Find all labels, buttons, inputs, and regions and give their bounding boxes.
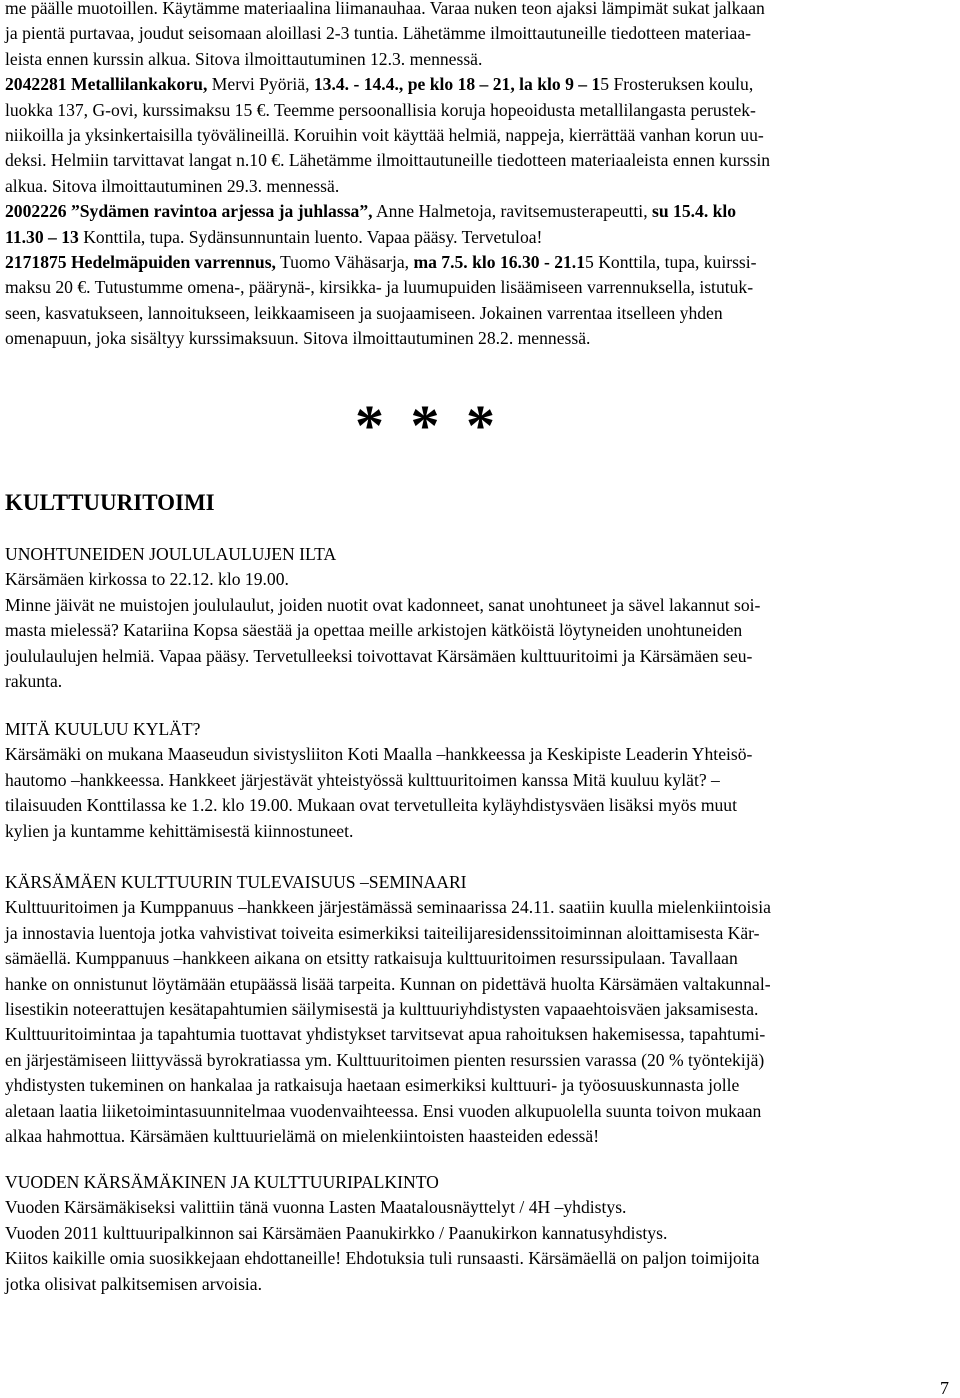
text-line: Kärsämäen kirkossa to 22.12. klo 19.00. [5, 569, 289, 590]
text-line: Kulttuuritoimen ja Kumppanuus –hankkeen järjestämässä seminaarissa 24.11. saatiin kuulla mielenkiintoisia [5, 897, 771, 918]
text-run: omenapuun, joka sisältyy kurssimaksuun. Sitova ilmoittautuminen 28.2. mennessä. [5, 328, 591, 349]
text-line [5, 72, 955, 97]
bold-run: 2171875 Hedelmäpuiden varrennus, [5, 252, 276, 273]
bold-run: ma 7.5. klo 16.30 - 21.1 [413, 252, 585, 273]
text-line [5, 301, 955, 326]
text-line: alkaa hahmottua. Kärsämäen kulttuurielämä on mielenkiintoisten haasteiden edessä! [5, 1126, 600, 1147]
text-line: joululaulujen helmiä. Vapaa pääsy. Tervetulleeksi toivottavat Kärsämäen kulttuuritoimi ja Kärsämäen seu- [5, 645, 753, 666]
paragraph-mita-kuuluu-kylat [5, 717, 955, 844]
text-line [5, 0, 955, 21]
text-run: Anne Halmetoja, ravitsemusterapeutti, [372, 201, 652, 222]
bold-run: 11.30 – 13 [5, 226, 79, 247]
text-line [5, 47, 955, 72]
text-line: Vuoden Kärsämäkiseksi valittiin tänä vuonna Lasten Maatalousnäyttelyt / 4H –yhdistys. [5, 1197, 627, 1218]
paragraph-kulttuurin-tulevaisuus-seminaari [5, 870, 955, 1149]
text-line: Kulttuuritoimintaa ja tapahtumia tuottavat yhdistykset tarvitsevat apua rahoituksen hakemisessa, tapahtumi- [5, 1024, 766, 1045]
text-line [5, 250, 955, 275]
text-run: deksi. Helmiin tarvittavat langat n.10 €. Lähetämme ilmoittautuneille tiedotteen materiaaleista ennen kurssin [5, 150, 771, 171]
paragraph-unohtuneiden-joululaulujen-ilta [5, 542, 955, 694]
text-line [5, 225, 955, 250]
text-line [5, 21, 955, 46]
text-line: aletaan laatia liiketoimintasuunnitelmaa vuodenvaihteessa. Ensi vuoden alkupuolella suunta toivon mukaan [5, 1100, 762, 1121]
course-listings [5, 0, 955, 352]
bold-run: 2042281 Metallilankakoru, [5, 74, 208, 95]
text-line: Minne jäivät ne muistojen joululaulut, joiden nuotit ovat kadonneet, sanat unohtuneet ja sävel lakannut soi- [5, 594, 761, 615]
text-run: me päälle muotoillen. Käytämme materiaalina liimanauhaa. Varaa nuken teon ajaksi lämpimät sukat jalkaan [5, 0, 765, 18]
text-run: Mervi Pyöriä, [207, 74, 314, 95]
text-run: luokka 137, G-ovi, kurssimaksu 15 €. Teemme persoonallisia koruja hopeoidusta metallilangasta perustek- [5, 99, 756, 120]
text-line: yhdistysten tukeminen on hankalaa ja ratkaisuja haetaan esimerkiksi kulttuuri- ja työosuuskunnasta jolle [5, 1075, 740, 1096]
text-line: hautomo –hankkeessa. Hankkeet järjestävät yhteistyössä kulttuuritoimen kanssa Mitä kuuluu kylät? – [5, 769, 720, 790]
paragraph-heading: VUODEN KÄRSÄMÄKINEN JA KULTTUURIPALKINTO [5, 1172, 439, 1192]
text-line: lisestikin noteerattujen kesätapahtumien säilymisestä ja kulttuuriyhdistysten vapaaehtoisväen jaksamisesta. [5, 999, 759, 1020]
text-line [5, 148, 955, 173]
text-line [5, 123, 955, 148]
text-run: seen, kasvatukseen, lannoitukseen, leikkaamiseen ja suojaamiseen. Jokainen varrentaa itselleen yhden [5, 302, 723, 323]
text-line: Kiitos kaikille omia suosikkejaan ehdottaneille! Ehdotuksia tuli runsaasti. Kärsämäellä on paljon toimijoita [5, 1248, 760, 1269]
text-line [5, 199, 955, 224]
text-run: alkua. Sitova ilmoittautuminen 29.3. mennessä. [5, 175, 340, 196]
text-line: ja innostavia luentoja jotka vahvistivat toiveita esimerkiksi taiteilijaresidenssitoiminnan aloittamisesta Kär- [5, 922, 760, 943]
text-run: niikoilla ja yksinkertaisilla työvälineillä. Koruihin voit käyttää helmiä, nappeja, kierrättää vanhan korun uu- [5, 125, 764, 146]
text-run: 5 Konttila, tupa, kuirssi- [585, 252, 757, 273]
text-line: masta mielessä? Katariina Kopsa säestää ja opettaa meille arkistojen kätköistä löytyneiden unohtuneiden [5, 620, 743, 641]
text-line [5, 326, 955, 351]
text-line: en järjestämiseen liittyvässä byrokratiassa ym. Kulttuuritoimen pienten resurssien varassa (20 % työntekijä) [5, 1049, 765, 1070]
text-run: Konttila, tupa. Sydänsunnuntain luento. Vapaa pääsy. Tervetuloa! [78, 226, 543, 247]
text-line: hanke on onnistunut löytämään etupäässä lisää tarpeita. Kunnan on pidettävä huolta Kärsämäen valtakunnal- [5, 973, 771, 994]
text-line: sämäellä. Kumppanuus –hankkeen aikana on etsitty ratkaisuja kulttuuritoimen resurssipulaan. Tavallaan [5, 948, 738, 969]
paragraph-heading: UNOHTUNEIDEN JOULULAULUJEN ILTA [5, 544, 337, 564]
paragraph-vuoden-karsamakinen [5, 1170, 955, 1297]
bold-run: su 15.4. klo [652, 201, 737, 222]
text-line: jotka olisivat palkitsemisen arvoisia. [5, 1273, 263, 1294]
text-run: Tuomo Vähäsarja, [275, 252, 414, 273]
text-line [5, 174, 955, 199]
text-line: Kärsämäki on mukana Maaseudun sivistysliiton Koti Maalla –hankkeessa ja Keskipiste Leaderin Yhteisö- [5, 744, 753, 765]
text-line: tilaisuuden Konttilassa ke 1.2. klo 19.00. Mukaan ovat tervetulleita kyläyhdistysväen lisäksi myös muut [5, 795, 737, 816]
text-line: Vuoden 2011 kulttuuripalkinnon sai Kärsämäen Paanukirkko / Paanukirkon kannatusyhdistys. [5, 1222, 668, 1243]
bold-run: 2002226 ”Sydämen ravintoa arjessa ja juhlassa”, [5, 201, 373, 222]
bold-run: 13.4. - 14.4., pe klo 18 – 21, la klo 9 – 1 [313, 74, 601, 95]
section-title: KULTTUURITOIMI [5, 490, 215, 515]
paragraph-heading: KÄRSÄMÄEN KULTTUURIN TULEVAISUUS –SEMINAARI [5, 872, 467, 892]
text-line: kylien ja kuntamme kehittämisestä kiinnostuneet. [5, 820, 354, 841]
text-line [5, 275, 955, 300]
text-line: rakunta. [5, 671, 63, 692]
text-run: leista ennen kurssin alkua. Sitova ilmoittautuminen 12.3. mennessä. [5, 48, 483, 69]
text-run: maksu 20 €. Tutustumme omena-, päärynä-, kirsikka- ja luumupuiden lisäämiseen varrennuksella, istutuk- [5, 277, 754, 298]
text-run: ja pientä purtavaa, joudut seisomaan aloillasi 2-3 tuntia. Lähetämme ilmoittautuneille tiedotteen materiaa- [5, 23, 752, 44]
section-separator: * * * [355, 393, 501, 458]
page-number: 7 [940, 1378, 949, 1398]
text-run: 5 Frosteruksen koulu, [600, 74, 754, 95]
text-line [5, 98, 955, 123]
paragraph-heading: MITÄ KUULUU KYLÄT? [5, 719, 201, 739]
